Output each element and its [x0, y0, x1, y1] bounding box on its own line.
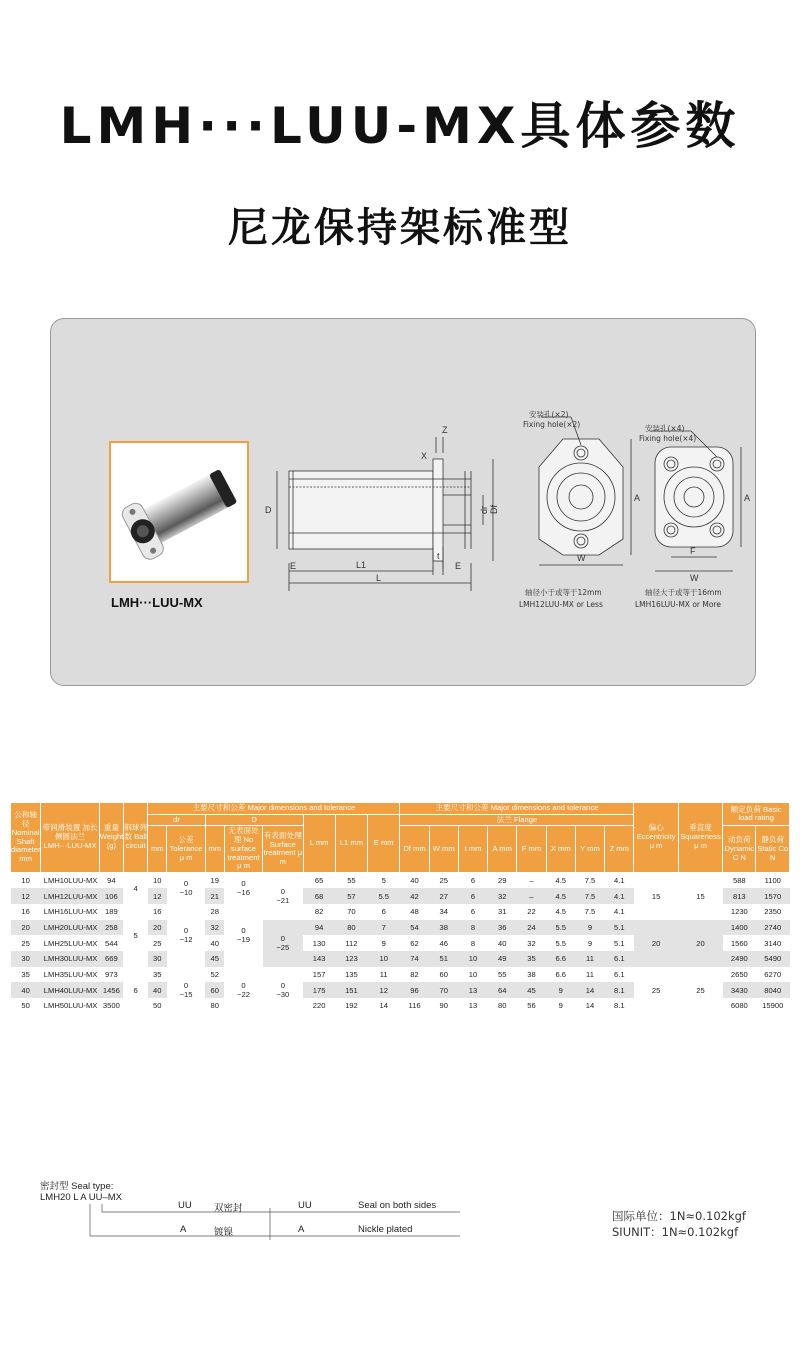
table-cell: 1456 — [99, 982, 123, 998]
fixing-hole-4-en: Fixing hole(×4) — [639, 434, 697, 443]
table-cell: 6 — [458, 904, 487, 920]
table-cell: 40 — [205, 935, 224, 951]
h-L: L mm — [303, 814, 335, 872]
table-cell: 11 — [575, 967, 604, 983]
small-shaft-en: LMH12LUU-MX or Less — [519, 600, 603, 609]
large-shaft-en: LMH16LUU-MX or More — [635, 600, 721, 609]
table-cell: 46 — [429, 935, 458, 951]
dim-A-1: A — [634, 493, 641, 503]
table-cell: 82 — [400, 967, 429, 983]
table-cell: 973 — [99, 967, 123, 983]
table-cell: 70 — [429, 982, 458, 998]
table-cell: 5490 — [756, 951, 790, 967]
h-A: A mm — [488, 826, 517, 873]
table-cell: 68 — [303, 888, 335, 904]
dim-W-1: W — [577, 553, 586, 563]
table-cell: LMH35LUU-MX — [41, 967, 100, 983]
table-cell: 38 — [429, 920, 458, 936]
unit-note — [612, 1208, 746, 1240]
table-cell: 5.5 — [546, 920, 575, 936]
table-cell: LMH50LUU-MX — [41, 998, 100, 1014]
table-cell: 74 — [400, 951, 429, 967]
table-cell: 157 — [303, 967, 335, 983]
table-cell: 54 — [400, 920, 429, 936]
table-cell: 35 — [148, 967, 167, 983]
table-cell: 6.1 — [605, 967, 634, 983]
table-cell: 29 — [488, 873, 517, 889]
table-cell: 64 — [488, 982, 517, 998]
D-tolerance-nosurf: 0 −19 — [224, 904, 262, 967]
table-cell: 4.5 — [546, 873, 575, 889]
dim-L: L — [376, 573, 382, 583]
table-cell: 40 — [148, 982, 167, 998]
table-cell: 12 — [368, 982, 400, 998]
table-cell: 2740 — [756, 920, 790, 936]
table-cell: LMH12LUU-MX — [41, 888, 100, 904]
h-weight: 重量 Weight (g) — [99, 803, 123, 873]
table-cell: 80 — [488, 998, 517, 1014]
fixing-hole-4-cn: 安装孔(×4) — [645, 424, 685, 433]
table-cell: 1400 — [723, 920, 756, 936]
table-cell: 220 — [303, 998, 335, 1014]
table-cell: 9 — [575, 920, 604, 936]
dim-L1: L1 — [356, 560, 367, 570]
seal-uu-code: UU — [178, 1200, 192, 1211]
table-cell: 6.6 — [546, 951, 575, 967]
h-flange: 法兰 Flange — [400, 814, 634, 826]
dim-D: D — [265, 505, 272, 515]
table-cell: 6 — [368, 904, 400, 920]
table-cell: 8 — [458, 935, 487, 951]
table-cell: 57 — [335, 888, 367, 904]
h-squareness: 垂直度 Squareness μ m — [678, 803, 722, 873]
table-cell: 8040 — [756, 982, 790, 998]
h-D: D — [205, 814, 303, 826]
table-cell: 9 — [546, 998, 575, 1014]
h-Y: Y mm — [575, 826, 604, 873]
h-static: 静负荷 Static Co N — [756, 826, 790, 873]
h-D-mm: mm — [205, 826, 224, 873]
seal-a-code: A — [180, 1224, 187, 1235]
table-cell: 5.1 — [605, 920, 634, 936]
h-E: E mm — [368, 814, 400, 872]
table-cell: 20 — [11, 920, 41, 936]
h-dr: dr — [148, 814, 205, 826]
dim-W-2: W — [690, 573, 699, 583]
table-cell: 258 — [99, 920, 123, 936]
table-cell: 6080 — [723, 998, 756, 1014]
table-cell: 12 — [148, 888, 167, 904]
table-cell: 15900 — [756, 998, 790, 1014]
table-cell: 28 — [205, 904, 224, 920]
table-cell: 6 — [458, 873, 487, 889]
table-cell: 10 — [458, 951, 487, 967]
ball-circuit: 4 — [123, 873, 147, 904]
dim-E-left: E — [290, 561, 297, 571]
table-cell: 35 — [11, 967, 41, 983]
table-cell: 70 — [335, 904, 367, 920]
table-cell: 19 — [205, 873, 224, 889]
table-cell: 7.5 — [575, 904, 604, 920]
table-cell: 3500 — [99, 998, 123, 1014]
h-load: 额定负荷 Basic load rating — [723, 803, 790, 826]
table-cell: 55 — [335, 873, 367, 889]
table-cell: 32 — [205, 920, 224, 936]
table-cell: 27 — [429, 888, 458, 904]
page-subtitle: 尼龙保持架标准型 — [228, 205, 572, 251]
table-cell: 32 — [488, 888, 517, 904]
D-tolerance-surf: 0 −30 — [263, 967, 303, 1014]
dim-A-2: A — [744, 493, 751, 503]
table-cell: 16 — [11, 904, 41, 920]
table-cell: 24 — [517, 920, 546, 936]
table-cell: 6 — [458, 888, 487, 904]
dim-E-right: E — [455, 561, 462, 571]
table-cell: 14 — [575, 982, 604, 998]
unit-note-cn: 国际单位：1N≈0.102kgf — [612, 1209, 746, 1223]
table-cell: 1230 — [723, 904, 756, 920]
table-cell: 189 — [99, 904, 123, 920]
dim-X: X — [421, 451, 428, 461]
table-cell: 45 — [517, 982, 546, 998]
small-shaft-cn: 轴径小于或等于12mm — [525, 588, 602, 597]
dr-tolerance: 0 −10 — [167, 873, 205, 904]
h-X: X mm — [546, 826, 575, 873]
table-cell: 669 — [99, 951, 123, 967]
table-cell: 52 — [205, 967, 224, 983]
table-cell: 106 — [99, 888, 123, 904]
h-dynamic: 动负荷 Dynamic C N — [723, 826, 756, 873]
h-Z: Z mm — [605, 826, 634, 873]
technical-drawing — [51, 319, 757, 687]
h-model: 带润滑装置 加长侧圆法兰 LMH···LUU-MX — [41, 803, 100, 873]
table-cell: LMH20LUU-MX — [41, 920, 100, 936]
page-title: LMH···LUU-MX具体参数 — [59, 97, 741, 155]
table-cell: 49 — [488, 951, 517, 967]
seal-leader-lines — [40, 1178, 480, 1248]
D-tolerance-surf: 0 −25 — [263, 920, 303, 967]
unit-note-si: SIUNIT：1N≈0.102kgf — [612, 1225, 739, 1239]
table-cell: 12 — [11, 888, 41, 904]
seal-title: 密封型 Seal type: — [40, 1181, 114, 1192]
seal-uu-cn: 双密封 — [214, 1203, 243, 1214]
table-cell: 80 — [205, 998, 224, 1014]
table-cell: 5.5 — [546, 935, 575, 951]
table-cell: 94 — [303, 920, 335, 936]
dim-F-2: F — [690, 546, 696, 556]
table-cell: 14 — [368, 998, 400, 1014]
table-cell: 82 — [303, 904, 335, 920]
seal-a-cn: 镀镍 — [214, 1227, 234, 1238]
h-L1: L1 mm — [335, 814, 367, 872]
table-cell: 16 — [148, 904, 167, 920]
table-cell: 90 — [429, 998, 458, 1014]
h-dr-mm: mm — [148, 826, 167, 873]
table-cell: 9 — [575, 935, 604, 951]
table-cell: 588 — [723, 873, 756, 889]
ball-circuit: 6 — [123, 967, 147, 1014]
table-cell: 40 — [400, 873, 429, 889]
eccentricity: 20 — [634, 920, 678, 967]
table-cell: 65 — [303, 873, 335, 889]
h-dr-tol: 公差 Tolerance μ m — [167, 826, 205, 873]
seal-code: LMH20 L A UU–MX — [40, 1192, 123, 1203]
seal-type-legend — [40, 1178, 480, 1248]
photo-caption: LMH···LUU-MX — [111, 595, 203, 610]
table-cell: 50 — [148, 998, 167, 1014]
table-cell: 1560 — [723, 935, 756, 951]
table-cell: 60 — [429, 967, 458, 983]
table-cell: 3430 — [723, 982, 756, 998]
table-cell: 4.1 — [605, 904, 634, 920]
table-cell: 2490 — [723, 951, 756, 967]
table-cell: 123 — [335, 951, 367, 967]
table-cell: 50 — [11, 998, 41, 1014]
dim-Z: Z — [442, 425, 448, 435]
table-cell: 6.1 — [605, 951, 634, 967]
squareness: 25 — [678, 967, 722, 1014]
table-cell: 544 — [99, 935, 123, 951]
table-cell: LMH16LUU-MX — [41, 904, 100, 920]
table-cell: 21 — [205, 888, 224, 904]
table-cell: 10 — [11, 873, 41, 889]
h-t: t mm — [458, 826, 487, 873]
table-cell: 8.1 — [605, 982, 634, 998]
table-row — [11, 967, 790, 983]
spec-table-wrapper — [10, 802, 790, 1014]
seal-a-en: Nickle plated — [358, 1224, 413, 1235]
table-cell: 45 — [205, 951, 224, 967]
fixing-hole-2-en: Fixing hole(×2) — [523, 420, 581, 429]
table-cell: 38 — [517, 967, 546, 983]
table-cell: 10 — [458, 967, 487, 983]
seal-a-code-en: A — [298, 1224, 305, 1235]
table-cell: LMH30LUU-MX — [41, 951, 100, 967]
table-cell: 4.1 — [605, 873, 634, 889]
h-W: W mm — [429, 826, 458, 873]
h-D-surf: 有表面处理 Surface treatment μ m — [263, 826, 303, 873]
dim-dr: dr — [479, 505, 489, 514]
D-tolerance-surf: 0 −21 — [263, 873, 303, 920]
squareness: 15 — [678, 873, 722, 920]
table-cell: 40 — [488, 935, 517, 951]
h-eccentricity: 偏心 Eccentricity μ m — [634, 803, 678, 873]
table-cell: 2650 — [723, 967, 756, 983]
table-cell: 30 — [148, 951, 167, 967]
eccentricity: 15 — [634, 873, 678, 920]
h-D-nosurf: 无表面处理 No surface treatment μ m — [224, 826, 262, 873]
table-cell: LMH40LUU-MX — [41, 982, 100, 998]
table-cell: 11 — [575, 951, 604, 967]
table-cell: 9 — [546, 982, 575, 998]
dim-Df: Df — [489, 505, 499, 514]
table-cell: 40 — [11, 982, 41, 998]
table-cell: 4.5 — [546, 888, 575, 904]
table-cell: 1100 — [756, 873, 790, 889]
table-cell: 7 — [368, 920, 400, 936]
seal-uu-en: Seal on both sides — [358, 1200, 437, 1211]
table-cell: 56 — [517, 998, 546, 1014]
fixing-hole-2-cn: 安装孔(×2) — [529, 410, 569, 419]
table-cell: 5.5 — [368, 888, 400, 904]
table-cell: 20 — [148, 920, 167, 936]
h-shaft: 公称轴径 Nominal Shaft diameter mm — [11, 803, 41, 873]
table-cell: 48 — [400, 904, 429, 920]
table-cell: 13 — [458, 982, 487, 998]
table-cell: 62 — [400, 935, 429, 951]
table-cell: 2350 — [756, 904, 790, 920]
table-cell: 22 — [517, 904, 546, 920]
table-cell: 55 — [488, 967, 517, 983]
dr-tolerance: 0 −12 — [167, 904, 205, 967]
table-cell: 6.6 — [546, 967, 575, 983]
table-cell: 94 — [99, 873, 123, 889]
table-cell: 31 — [488, 904, 517, 920]
table-cell: 5.1 — [605, 935, 634, 951]
table-cell: 175 — [303, 982, 335, 998]
seal-uu-code-en: UU — [298, 1200, 312, 1211]
table-cell: 34 — [429, 904, 458, 920]
table-cell: 51 — [429, 951, 458, 967]
table-cell: 1570 — [756, 888, 790, 904]
h-Df: Df mm — [400, 826, 429, 873]
eccentricity: 25 — [634, 967, 678, 1014]
ball-circuit: 5 — [123, 904, 147, 967]
table-cell: 32 — [517, 935, 546, 951]
table-cell: 42 — [400, 888, 429, 904]
table-cell: 35 — [517, 951, 546, 967]
table-cell: 7.5 — [575, 888, 604, 904]
table-cell: LMH10LUU-MX — [41, 873, 100, 889]
table-cell: 151 — [335, 982, 367, 998]
table-cell: LMH25LUU-MX — [41, 935, 100, 951]
table-cell: 4.5 — [546, 904, 575, 920]
table-cell: 10 — [368, 951, 400, 967]
table-cell: 25 — [429, 873, 458, 889]
table-cell: 25 — [148, 935, 167, 951]
table-cell: 36 — [488, 920, 517, 936]
h-group-flange: 主要尺寸和公差 Major dimensions and tolerance — [400, 803, 634, 815]
table-cell: 813 — [723, 888, 756, 904]
table-cell: 11 — [368, 967, 400, 983]
large-shaft-cn: 轴径大于或等于16mm — [645, 588, 722, 597]
table-cell: 192 — [335, 998, 367, 1014]
table-cell: 116 — [400, 998, 429, 1014]
table-cell: 13 — [458, 998, 487, 1014]
table-row — [11, 873, 790, 889]
table-cell: 112 — [335, 935, 367, 951]
table-cell: – — [517, 873, 546, 889]
D-tolerance-nosurf: 0 −16 — [224, 873, 262, 904]
table-cell: 8 — [458, 920, 487, 936]
table-cell: 3140 — [756, 935, 790, 951]
table-cell: 8.1 — [605, 998, 634, 1014]
h-ball: 钢球列数 Ball circuit — [123, 803, 147, 873]
table-cell: 4.1 — [605, 888, 634, 904]
table-cell: 7.5 — [575, 873, 604, 889]
D-tolerance-nosurf: 0 −22 — [224, 967, 262, 1014]
table-cell: – — [517, 888, 546, 904]
squareness: 20 — [678, 920, 722, 967]
h-F: F mm — [517, 826, 546, 873]
table-cell: 60 — [205, 982, 224, 998]
table-cell: 6270 — [756, 967, 790, 983]
h-group-main: 主要尺寸和公差 Major dimensions and tolerance — [148, 803, 400, 815]
dim-t: t — [437, 551, 440, 561]
table-cell: 10 — [148, 873, 167, 889]
table-cell: 25 — [11, 935, 41, 951]
table-cell: 9 — [368, 935, 400, 951]
table-cell: 130 — [303, 935, 335, 951]
table-cell: 143 — [303, 951, 335, 967]
spec-table — [10, 802, 790, 1014]
table-cell: 135 — [335, 967, 367, 983]
dr-tolerance: 0 −15 — [167, 967, 205, 1014]
table-cell: 96 — [400, 982, 429, 998]
drawing-panel — [50, 318, 756, 686]
table-cell: 30 — [11, 951, 41, 967]
table-cell: 80 — [335, 920, 367, 936]
table-cell: 14 — [575, 998, 604, 1014]
table-cell: 5 — [368, 873, 400, 889]
